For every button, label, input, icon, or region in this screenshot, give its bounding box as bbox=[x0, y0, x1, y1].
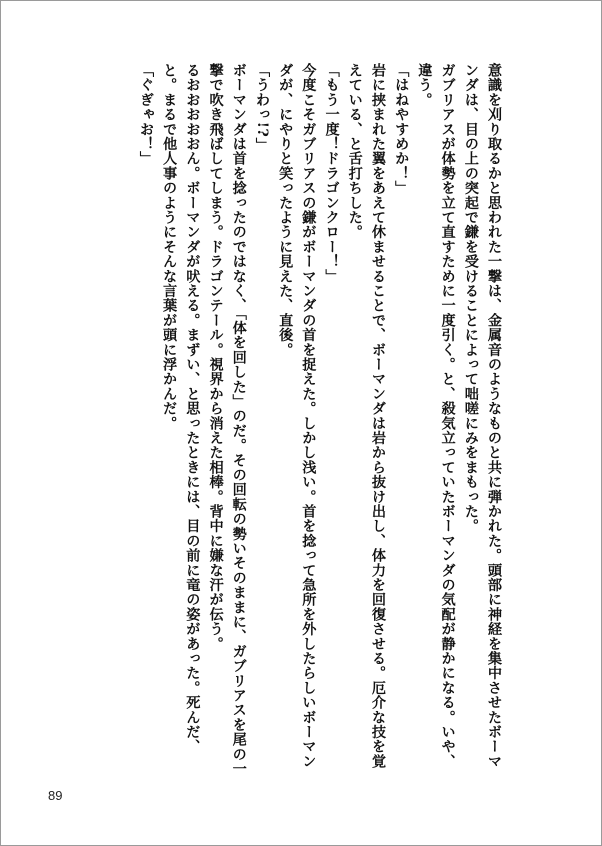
paragraph: ガブリアスが体勢を立て直すために一度引く。と、殺気立っていたボーマンダの気配が静かになる。いや、違う。 bbox=[416, 63, 456, 769]
paragraph: ボーマンダは首を捻ったのではなく、「体を回した」のだ。その回転の勢いそのままに、ガブリアスを尾の一撃で吹き飛ばしてしまう。ドラゴンテール。視界から消えた相棒。背中に嫌な汗が伝う。 bbox=[207, 63, 247, 777]
dialogue-line: 「ぐぎゃお！」 bbox=[137, 63, 154, 166]
body-text bbox=[85, 63, 505, 779]
dialogue-line: 「もう一度！ドラゴンクロー！」 bbox=[323, 63, 340, 284]
paragraph: 今度こそガブリアスの鎌がボーマンダの首を捉えた。しかし浅い。首を捻って急所を外したらしいボーマンダが、にやりと笑ったように見えた、直後。 bbox=[277, 63, 317, 769]
paragraph: 意識を刈り取るかと思われた一撃は、金属音のようなものと共に弾かれた。頭部に神経を集中させたボーマンダは、目の上の突起で鎌を受けることによって咄嗟にみをまもった。 bbox=[462, 63, 502, 769]
paragraph: 岩に挟まれた翼をあえて休ませることで、ボーマンダは岩から抜け出し、体力を回復させる。厄介な技を覚えている、と舌打ちした。 bbox=[346, 63, 386, 769]
dialogue-line: 「はねやすめか！」 bbox=[393, 63, 410, 196]
paragraph: るおおおおおん。ボーマンダが吠える。まずい、と思ったときには、目の前に竜の姿があった。死んだ、と。まるで他人事のようにそんな言葉が頭に浮かんだ。 bbox=[161, 63, 201, 754]
dialogue-line: 「うわっ!?」 bbox=[253, 63, 270, 153]
page-number: 89 bbox=[48, 788, 63, 803]
